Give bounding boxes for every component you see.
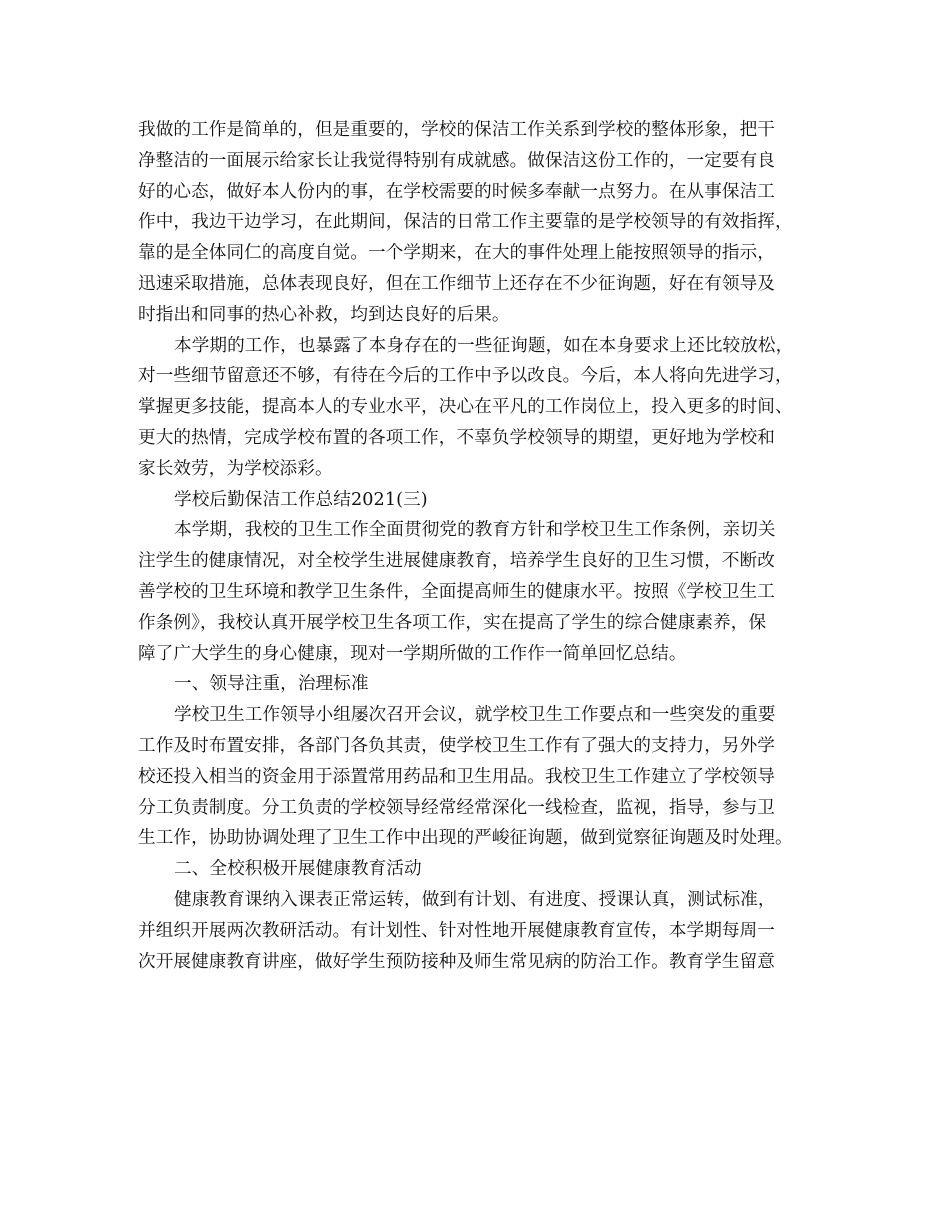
paragraph-start-line: 学校卫生工作领导小组屡次召开会议，就学校卫生工作要点和一些突发的重要: [174, 705, 776, 726]
text-line: 净整洁的一面展示给家长让我觉得特别有成就感。做保洁这份工作的，一定要有良: [138, 150, 775, 171]
text-line: 生工作，协助协调处理了卫生工作中出现的严峻征询题，做到觉察征询题及时处理。: [138, 828, 793, 849]
paragraph-start-line: 本学期，我校的卫生工作全面贯彻党的教育方针和学校卫生工作条例，亲切关: [174, 520, 776, 541]
text-line: 好的心态，做好本人份内的事，在学校需要的时候多奉献一点努力。在从事保洁工: [138, 181, 775, 202]
text-line: 并组织开展两次教研活动。有计划性、针对性地开展健康教育宣传，本学期每周一: [138, 920, 775, 941]
text-line: 对一些细节留意还不够，有待在今后的工作中予以改良。今后，本人将向先进学习，: [138, 366, 793, 387]
text-line: 次开展健康教育讲座，做好学生预防接种及师生常见病的防治工作。教育学生留意: [138, 951, 775, 972]
paragraph-start-line: 二、全校积极开展健康教育活动: [174, 859, 422, 880]
paragraph-start-line: 一、领导注重，治理标准: [174, 674, 369, 695]
text-line: 时指出和同事的热心补救，均到达良好的后果。: [138, 304, 510, 325]
paragraph-start-line: 本学期的工作，也暴露了本身存在的一些征询题，如在本身要求上还比较放松，: [174, 335, 794, 356]
text-line: 工作及时布置安排，各部门各负其责，使学校卫生工作有了强大的支持力，另外学: [138, 735, 775, 756]
text-line: 校还投入相当的资金用于添置常用药品和卫生用品。我校卫生工作建立了学校领导: [138, 766, 775, 787]
text-line: 掌握更多技能，提高本人的专业水平，决心在平凡的工作岗位上，投入更多的时间、: [138, 397, 793, 418]
text-line: 靠的是全体同仁的高度自觉。一个学期来，在大的事件处理上能按照领导的指示，: [138, 243, 775, 264]
text-line: 障了广大学生的身心健康，现对一学期所做的工作作一简单回忆总结。: [138, 643, 687, 664]
text-line: 注学生的健康情况，对全校学生进展健康教育，培养学生良好的卫生习惯，不断改: [138, 551, 775, 572]
text-line: 更大的热情，完成学校布置的各项工作，不辜负学校领导的期望，更好地为学校和: [138, 427, 775, 448]
paragraph-start-line: 学校后勤保洁工作总结2021(三): [174, 489, 428, 510]
paragraph-start-line: 健康教育课纳入课表正常运转，做到有计划、有进度、授课认真，测试标准，: [174, 889, 776, 910]
text-line: 家长效劳，为学校添彩。: [138, 458, 333, 479]
document-body: [138, 115, 822, 977]
text-line: 我做的工作是简单的，但是重要的，学校的保洁工作关系到学校的整体形象，把干: [138, 120, 775, 140]
text-line: 作中，我边干边学习，在此期间，保洁的日常工作主要靠的是学校领导的有效指挥，: [138, 212, 793, 233]
text-line: 分工负责制度。分工负责的学校领导经常经常深化一线检查，监视，指导，参与卫: [138, 797, 775, 818]
text-line: 作条例》，我校认真开展学校卫生各项工作，实在提高了学生的综合健康素养，保: [138, 612, 767, 633]
text-line: 迅速采取措施，总体表现良好，但在工作细节上还存在不少征询题，好在有领导及: [138, 273, 775, 294]
text-line: 善学校的卫生环境和教学卫生条件，全面提高师生的健康水平。按照《学校卫生工: [138, 581, 775, 602]
